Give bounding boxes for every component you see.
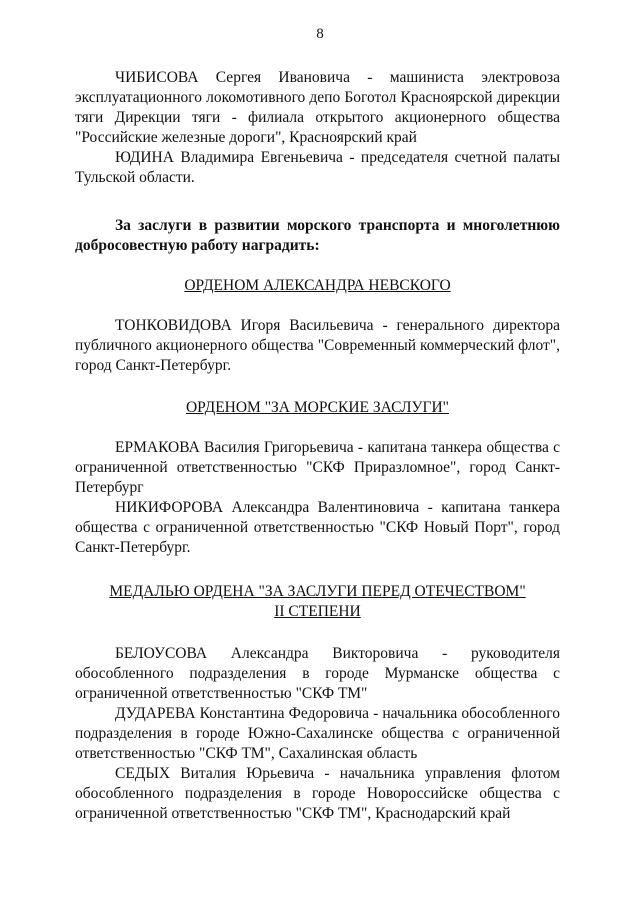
paragraph-belousov: БЕЛОУСОВА Александра Викторовича - руководителя обособленного подразделения в городе Мурманске общества с ограниченной ответственностью "СКФ ТМ" [75, 645, 560, 702]
award-title-medal-line1: МЕДАЛЬЮ ОРДЕНА "ЗА ЗАСЛУГИ ПЕРЕД ОТЕЧЕСТВОМ" [109, 583, 526, 600]
award-title-medal-line2: II СТЕПЕНИ [274, 603, 361, 620]
paragraph-chibisov: ЧИБИСОВА Сергея Ивановича - машиниста электровоза эксплуатационного локомотивного депо Боготол Красноярской дирекции тяги Дирекции тяги - филиала открытого акционерного общества "Российские железные дороги", Красноярский край [75, 69, 560, 146]
page-number: 8 [316, 26, 324, 42]
paragraph-nikiforov: НИКИФОРОВА Александра Валентиновича - капитана танкера общества с ограниченной ответственностью "СКФ Новый Порт", город Санкт-Петербург. [75, 499, 560, 556]
paragraph-tonkovidov: ТОНКОВИДОВА Игоря Васильевича - генерального директора публичного акционерного общества "Современный коммерческий флот", город Санкт-Петербург. [75, 317, 560, 374]
paragraph-sedykh: СЕДЫХ Виталия Юрьевича - начальника управления флотом обособленного подразделения в городе Новороссийске общества с ограниченной ответственностью "СКФ ТМ", Краснодарский край [75, 765, 560, 822]
document-body [75, 68, 560, 824]
award-title-marine: ОРДЕНОМ "ЗА МОРСКИЕ ЗАСЛУГИ" [185, 399, 449, 416]
award-title-medal [75, 582, 560, 622]
paragraph-dudarev: ДУДАРЕВА Константина Федоровича - начальника обособленного подразделения в городе Южно-Сахалинске общества с ограниченной ответственностью "СКФ ТМ", Сахалинская область [75, 705, 560, 762]
paragraph-yudin: ЮДИНА Владимира Евгеньевича - председателя счетной палаты Тульской области. [75, 149, 560, 186]
award-intro: За заслуги в развитии морского транспорта и многолетнюю добросовестную работу наградить: [75, 217, 560, 254]
paragraph-ermakov: ЕРМАКОВА Василия Григорьевича - капитана танкера общества с ограниченной ответственностью "СКФ Приразломное", город Санкт-Петербург [75, 439, 560, 496]
award-title-nevsky: ОРДЕНОМ АЛЕКСАНДРА НЕВСКОГО [184, 277, 451, 294]
